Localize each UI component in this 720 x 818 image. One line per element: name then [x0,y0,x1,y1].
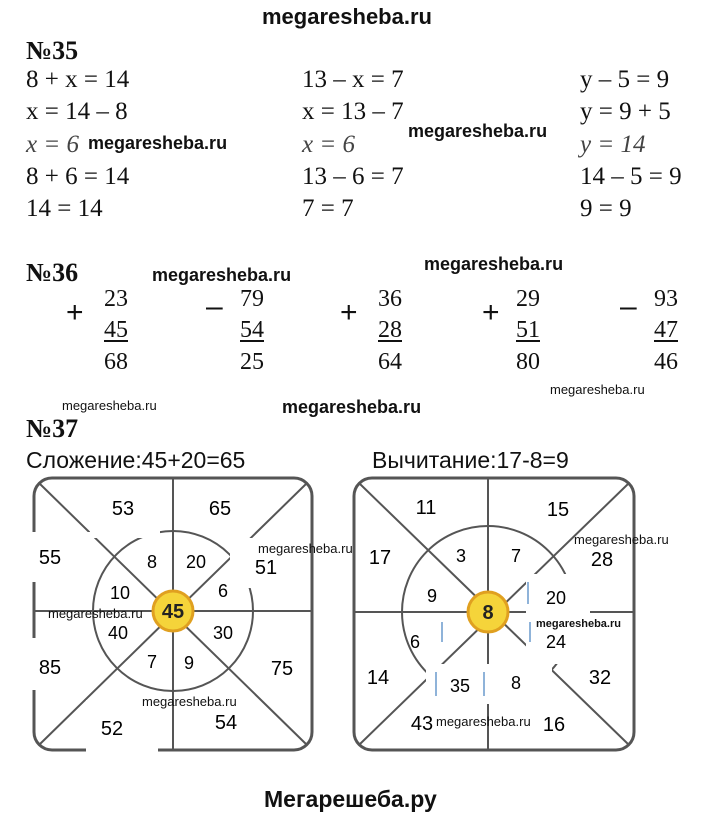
operation-sign: – [206,290,223,323]
inner-value: 9 [183,653,195,673]
addition-label: Сложение:45+20=65 [26,447,246,473]
subtraction-label: Вычитание:17-8=9 [372,447,569,473]
watermark: megaresheba.ru [88,133,228,153]
outer-value: 51 [254,557,278,579]
operand-top: 29 [516,286,540,312]
center-value: 45 [161,601,185,623]
outer-value: 85 [38,657,62,679]
operand-top: 36 [378,286,402,312]
watermark: megaresheba.ru [142,694,237,709]
watermark: megaresheba.ru [282,397,422,417]
operand-bottom: 54 [240,317,264,343]
operand-bottom: 51 [516,317,540,343]
task-36-title: №36 [26,258,79,287]
inner-value: 7 [510,546,522,566]
outer-value: 16 [542,714,566,736]
outer-value: 43 [410,713,434,735]
result: 64 [378,349,402,375]
site-header[interactable]: megaresheba.ru [262,4,432,29]
inner-value: 30 [212,623,234,643]
watermark: megaresheba.ru [48,606,143,621]
inner-value: 9 [426,586,438,606]
outer-value: 52 [100,718,124,740]
watermark: megaresheba.ru [258,541,353,556]
result: 80 [516,349,540,375]
operand-bottom: 47 [654,317,678,343]
equation-line: 14 = 14 [26,195,103,222]
operation-sign: + [482,296,500,329]
outer-value: 15 [546,499,570,521]
result: 25 [240,349,264,375]
inner-value: 6 [217,581,229,601]
outer-value: 28 [590,549,614,571]
result: 68 [104,349,128,375]
equation-line: y = 9 + 5 [580,98,671,125]
inner-value: 20 [185,552,207,572]
answer-patch [426,664,552,704]
equation-line: x = 6 [302,131,355,158]
watermark: megaresheba.ru [536,618,621,630]
watermark: megaresheba.ru [436,714,531,729]
inner-value: 8 [146,552,158,572]
outer-value: 32 [588,667,612,689]
inner-value: 24 [545,632,567,652]
outer-value: 17 [368,547,392,569]
equation-line: 7 = 7 [302,195,354,222]
outer-value: 54 [214,712,238,734]
equation-line: 8 + 6 = 14 [26,163,130,190]
inner-value: 40 [107,623,129,643]
equation-line: x = 6 [26,131,79,158]
inner-value: 35 [449,676,471,696]
equation-line: 14 – 5 = 9 [580,163,682,190]
task-37-title: №37 [26,414,79,443]
equation-line: y – 5 = 9 [580,66,670,93]
equation-line: 9 = 9 [580,195,632,222]
outer-value: 65 [208,498,232,520]
outer-value: 14 [366,667,390,689]
operand-top: 93 [654,286,678,312]
watermark: megaresheba.ru [62,398,157,413]
operation-sign: + [340,296,358,329]
outer-value: 55 [38,547,62,569]
site-footer[interactable]: Мегарешеба.ру [264,786,437,812]
equation-line: y = 14 [580,131,646,158]
operand-bottom: 28 [378,317,402,343]
watermark: megaresheba.ru [424,254,564,274]
watermark: megaresheba.ru [152,265,292,285]
watermark: megaresheba.ru [550,382,645,397]
operation-sign: + [66,296,84,329]
operand-top: 79 [240,286,264,312]
operation-sign: – [620,290,637,323]
watermark: megaresheba.ru [408,121,548,141]
equation-line: x = 13 – 7 [302,98,404,125]
inner-value: 6 [409,632,421,652]
outer-value: 11 [415,497,437,519]
inner-value: 20 [545,588,567,608]
operand-bottom: 45 [104,317,128,343]
watermark: megaresheba.ru [574,532,669,547]
result: 46 [654,349,678,375]
inner-value: 7 [146,652,158,672]
inner-value: 8 [510,673,522,693]
equation-line: 13 – x = 7 [302,66,404,93]
equation-line: 13 – 6 = 7 [302,163,404,190]
center-value: 8 [482,602,494,624]
task-35-title: №35 [26,36,79,65]
outer-value: 75 [270,658,294,680]
equation-line: 8 + x = 14 [26,66,130,93]
inner-value: 10 [109,583,131,603]
inner-value: 3 [455,546,467,566]
equation-line: x = 14 – 8 [26,98,128,125]
operand-top: 23 [104,286,128,312]
outer-value: 53 [111,498,135,520]
